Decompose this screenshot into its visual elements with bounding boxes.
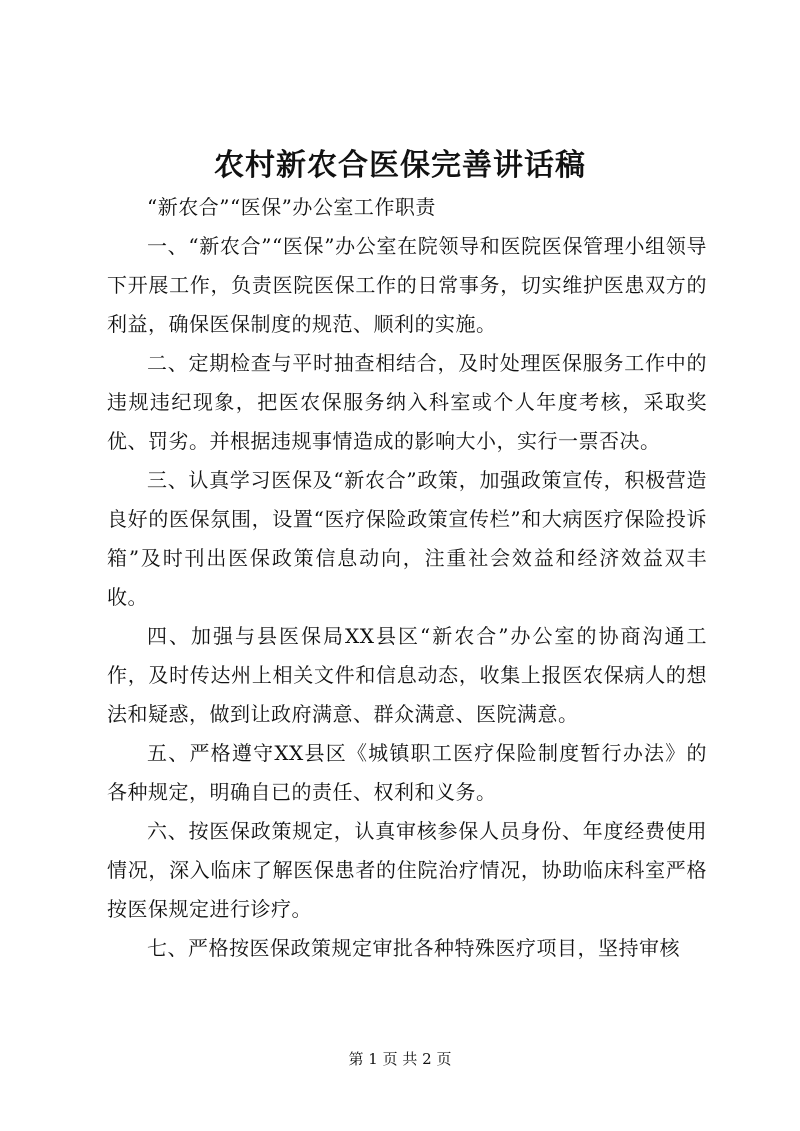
paragraph-item-4: 四、加强与县医保局XX县区“新农合”办公室的协商沟通工作，及时传达州上相关文件和信息动态，收集上报医农保病人的想法和疑惑，做到让政府满意、群众满意、医院满意。 <box>107 624 707 726</box>
paragraph-item-6: 六、按医保政策规定，认真审核参保人员身份、年度经费使用情况，深入临床了解医保患者的住院治疗情况，协助临床科室严格按医保规定进行诊疗。 <box>107 819 707 921</box>
paragraph-item-7: 七、严格按医保政策规定审批各种特殊医疗项目，坚持审核 <box>147 936 680 960</box>
paragraph-item-1: 一、“新农合”“医保”办公室在院领导和医院医保管理小组领导下开展工作，负责医院医保工作的日常事务，切实维护医患双方的利益，确保医保制度的规范、顺利的实施。 <box>107 234 707 336</box>
paragraph-item-3: 三、认真学习医保及“新农合”政策，加强政策宣传，积极营造良好的医保氛围，设置“医疗保险政策宣传栏”和大病医疗保险投诉箱”及时刊出医保政策信息动向，注重社会效益和经济效益双丰收。 <box>107 468 707 609</box>
paragraph-item-2: 二、定期检查与平时抽查相结合，及时处理医保服务工作中的违规违纪现象，把医农保服务纳入科室或个人年度考核，采取奖优、罚劣。并根据违规事情造成的影响大小，实行一票否决。 <box>107 351 707 453</box>
paragraph-item-5: 五、严格遵守XX县区《城镇职工医疗保险制度暂行办法》的各种规定，明确自已的责任、权利和义务。 <box>107 741 707 804</box>
document-title: 农村新农合医保完善讲话稿 <box>214 148 586 183</box>
document-body <box>107 188 707 968</box>
paragraph-heading: “新农合”“医保”办公室工作职责 <box>147 195 436 219</box>
page-footer: 第 1 页 共 2 页 <box>348 1050 452 1068</box>
